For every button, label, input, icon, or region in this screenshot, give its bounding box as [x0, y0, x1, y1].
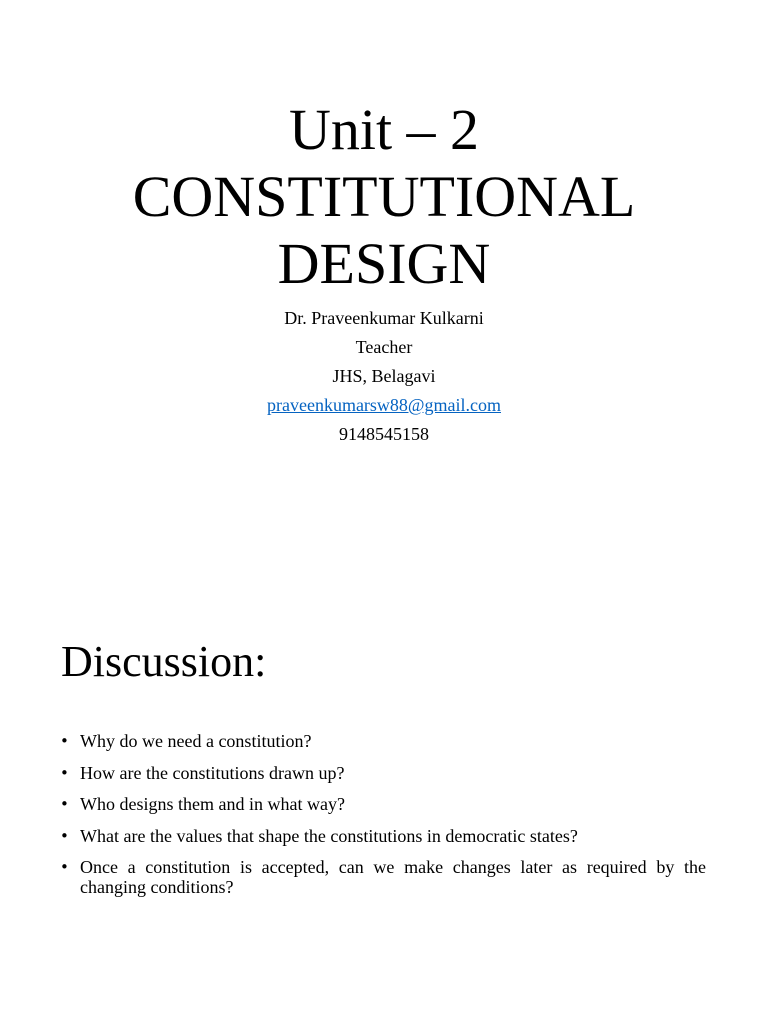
- list-item-text: Who designs them and in what way?: [80, 794, 345, 814]
- author-institution: JHS, Belagavi: [332, 366, 436, 386]
- bullet-icon: •: [60, 732, 69, 750]
- author-info: [0, 304, 768, 449]
- discussion-list: [60, 731, 706, 909]
- bullet-icon: •: [60, 795, 69, 813]
- list-item: [60, 826, 706, 846]
- bullet-icon: •: [60, 826, 69, 845]
- title-unit: Unit – 2: [288, 97, 480, 162]
- slide-title: [0, 96, 768, 297]
- author-phone: 9148545158: [339, 424, 429, 444]
- author-email-link[interactable]: praveenkumarsw88@gmail.com: [266, 395, 501, 415]
- bullet-icon: •: [60, 763, 69, 782]
- discussion-heading: Discussion:: [61, 637, 267, 686]
- list-item: [60, 731, 706, 751]
- list-item-text: Why do we need a constitution?: [80, 731, 312, 751]
- list-item-text: What are the values that shape the constitutions in democratic states?: [80, 825, 578, 846]
- author-name: Dr. Praveenkumar Kulkarni: [284, 308, 484, 328]
- list-item: [60, 794, 706, 814]
- list-item-text: Once a constitution is accepted, can we make changes later as required by the changing conditions?: [80, 857, 706, 897]
- list-item: [60, 763, 706, 783]
- author-role: Teacher: [355, 337, 413, 357]
- list-item-text: How are the constitutions drawn up?: [80, 762, 345, 783]
- title-subheading: DESIGN: [277, 231, 491, 296]
- title-heading: CONSTITUTIONAL: [132, 164, 636, 229]
- bullet-icon: •: [60, 858, 69, 876]
- list-item: [60, 857, 706, 897]
